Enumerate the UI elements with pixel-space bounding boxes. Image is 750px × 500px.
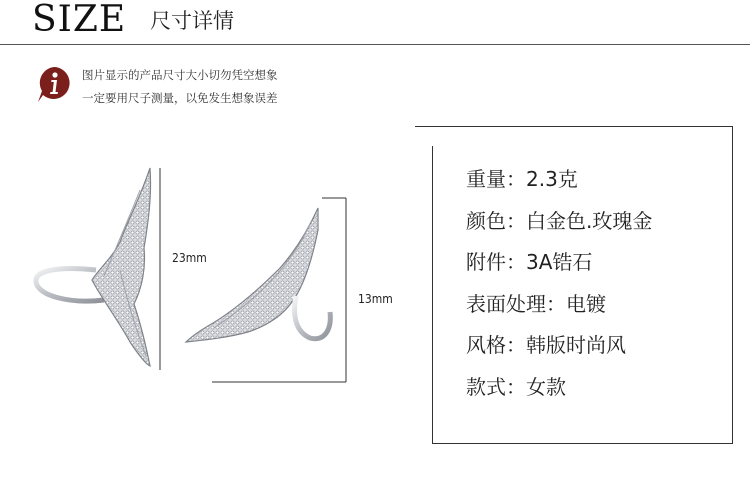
notice-line-2: 一定要用尺子测量，以免发生想象误差 bbox=[82, 91, 278, 105]
spec-row-type bbox=[466, 372, 652, 414]
frame-bottom-line bbox=[432, 443, 733, 444]
spec-key: 重量 bbox=[466, 167, 506, 191]
spec-separator: ： bbox=[506, 374, 526, 399]
spec-key: 颜色 bbox=[466, 208, 506, 233]
spec-row-weight bbox=[466, 164, 652, 206]
header-divider bbox=[0, 44, 750, 45]
spec-key: 附件 bbox=[466, 250, 506, 274]
spec-value: 韩版时尚风 bbox=[526, 333, 626, 357]
height-dimension-label: 23mm bbox=[172, 251, 207, 265]
spec-key: 款式 bbox=[466, 374, 506, 399]
spec-separator: ： bbox=[506, 250, 526, 274]
spec-key: 风格 bbox=[466, 333, 506, 357]
size-title: SIZE bbox=[32, 0, 127, 40]
product-photos bbox=[0, 120, 420, 400]
spec-list bbox=[466, 164, 652, 413]
earring-illustration bbox=[0, 120, 420, 400]
info-icon bbox=[34, 64, 74, 104]
spec-value: 白金色.玫瑰金 bbox=[526, 208, 653, 233]
frame-right-line bbox=[732, 126, 733, 444]
spec-value: 2.3克 bbox=[526, 167, 578, 191]
page-header bbox=[0, 0, 750, 44]
spec-row-color bbox=[466, 206, 652, 248]
frame-left-line bbox=[432, 146, 433, 444]
spec-separator: ： bbox=[506, 167, 526, 191]
width-dimension-label: 13mm bbox=[358, 292, 393, 306]
notice-line-1: 图片显示的产品尺寸大小切勿凭空想象 bbox=[82, 68, 278, 82]
spec-separator: ： bbox=[546, 291, 566, 316]
frame-top-line bbox=[415, 126, 733, 127]
size-subtitle: 尺寸详情 bbox=[150, 9, 234, 33]
spec-value: 3A锆石 bbox=[526, 250, 593, 274]
spec-key: 表面处理 bbox=[466, 291, 546, 316]
spec-row-style bbox=[466, 330, 652, 372]
spec-separator: ： bbox=[506, 333, 526, 357]
spec-value: 女款 bbox=[526, 374, 566, 399]
spec-value: 电镀 bbox=[566, 291, 606, 316]
spec-row-finish bbox=[466, 289, 652, 331]
spec-row-accessory bbox=[466, 247, 652, 289]
spec-separator: ： bbox=[506, 208, 526, 233]
